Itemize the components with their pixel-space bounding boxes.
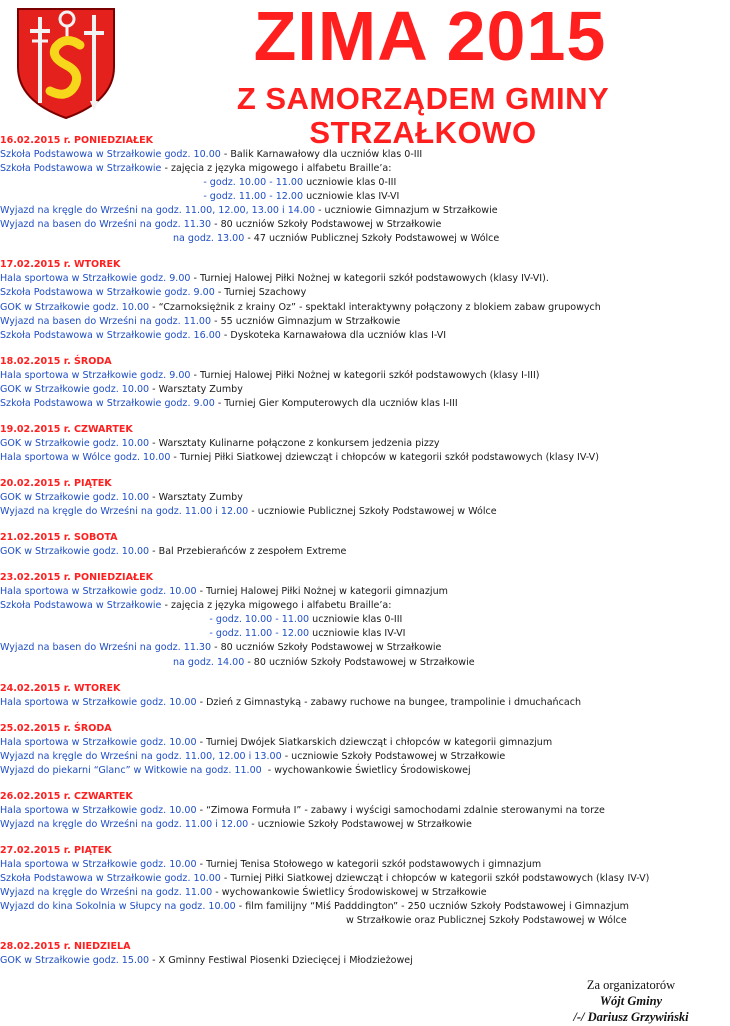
event-description: - Turniej Gier Komputerowych dla uczniów klas I-III: [214, 397, 458, 409]
event-place-time: GOK w Strzałkowie godz. 10.00: [0, 437, 150, 449]
event-place-time: Szkoła Podstawowa w Strzałkowie godz. 10.00: [0, 873, 221, 885]
event-place-time: Wyjazd na kręgle do Wrześni na godz. 11.00 i 12.00: [0, 818, 249, 830]
event-place-time: Hala sportowa w Strzałkowie godz. 10.00: [0, 586, 197, 598]
event-description: - uczniowie Szkoły Podstawowej w Strzałkowie: [248, 818, 472, 830]
event-line: [0, 190, 728, 204]
event-description: - 80 uczniów Szkoły Podstawowej w Strzałkowie: [244, 656, 475, 668]
event-description: uczniowie klas 0-III: [303, 177, 397, 189]
event-line: [0, 397, 728, 411]
event-description: - Turniej Piłki Siatkowej dziewcząt i chłopców w kategorii szkół podstawowych (klasy IV-V): [220, 873, 650, 885]
event-description: - Dyskoteka Karnawałowa dla uczniów klas I-VI: [220, 329, 447, 341]
event-line: [0, 491, 728, 505]
day-heading: 26.02.2015 r. CZWARTEK: [0, 790, 133, 802]
event-place-time: Wyjazd na basen do Wrześni na godz. 11.00: [0, 315, 212, 327]
event-place-time: Szkoła Podstawowa w Strzałkowie: [0, 600, 162, 612]
event-description: - film familijny “Miś Padddington” - 250 uczniów Szkoły Podstawowej i Gimnazjum: [235, 901, 629, 913]
coat-of-arms-emblem: [14, 5, 118, 121]
event-description: - zajęcia z języka migowego i alfabetu Braille’a:: [161, 600, 392, 612]
event-place-time: Szkoła Podstawowa w Strzałkowie: [0, 163, 162, 175]
event-description: - “Zimowa Formuła I” - zabawy i wyścigi samochodami zdalnie sterowanymi na torze: [196, 804, 605, 816]
schedule-list: [0, 134, 728, 980]
event-line: [0, 329, 728, 343]
event-place-time: Wyjazd na kręgle do Wrześni na godz. 11.00: [0, 887, 213, 899]
event-place-time: Hala sportowa w Strzałkowie godz. 9.00: [0, 369, 191, 381]
event-line: [0, 858, 728, 872]
indent-spacer: [0, 628, 209, 639]
event-place-time: GOK w Strzałkowie godz. 10.00: [0, 301, 150, 313]
event-line: [0, 369, 728, 383]
event-line: [0, 914, 728, 928]
event-description: - Bal Przebierańców z zespołem Extreme: [149, 546, 347, 558]
event-line: [0, 451, 728, 465]
day-heading: 17.02.2015 r. WTOREK: [0, 259, 121, 271]
event-description: - Turniej Halowej Piłki Nożnej w kategorii szkół podstawowych (klasy I-III): [190, 369, 540, 381]
day-heading: 20.02.2015 r. PIĄTEK: [0, 477, 112, 489]
event-place-time: Hala sportowa w Strzałkowie godz. 9.00: [0, 273, 191, 285]
event-description: - uczniowie Gimnazjum w Strzałkowie: [315, 205, 498, 217]
day-block: [0, 134, 728, 246]
event-description: - 80 uczniów Szkoły Podstawowej w Strzałkowie: [211, 642, 442, 654]
day-heading: 21.02.2015 r. SOBOTA: [0, 532, 118, 544]
event-description: - Balik Karnawałowy dla uczniów klas 0-III: [220, 149, 423, 161]
event-line: [0, 162, 728, 176]
event-line: [0, 599, 728, 613]
day-block: [0, 682, 728, 710]
day-block: [0, 790, 728, 832]
event-line: [0, 764, 728, 778]
indent-spacer: [0, 233, 173, 244]
event-line: [0, 954, 728, 968]
event-line: [0, 148, 728, 162]
event-place-time: Szkoła Podstawowa w Strzałkowie godz. 9.00: [0, 397, 215, 409]
day-heading: 24.02.2015 r. WTOREK: [0, 682, 121, 694]
indent-spacer: [0, 915, 346, 926]
event-description: w Strzałkowie oraz Publicznej Szkoły Podstawowej w Wólce: [345, 915, 627, 927]
poster-subtitle: Z SAMORZĄDEM GMINY STRZAŁKOWO: [236, 81, 610, 150]
event-description: - Turniej Halowej Piłki Nożnej w kategorii gimnazjum: [196, 586, 448, 598]
event-place-time: - godz. 11.00 - 12.00: [209, 628, 310, 640]
day-block: [0, 258, 728, 342]
event-place-time: - godz. 11.00 - 12.00: [203, 191, 304, 203]
day-heading: 23.02.2015 r. PONIEDZIAŁEK: [0, 572, 154, 584]
event-place-time: GOK w Strzałkowie godz. 10.00: [0, 546, 150, 558]
day-block: [0, 571, 728, 669]
event-place-time: na godz. 13.00: [172, 233, 245, 245]
day-block: [0, 531, 728, 559]
event-place-time: - godz. 10.00 - 11.00: [209, 614, 310, 626]
event-description: - 80 uczniów Szkoły Podstawowej w Strzałkowie: [211, 219, 442, 231]
event-line: [0, 641, 728, 655]
event-line: [0, 545, 728, 559]
event-description: - Turniej Halowej Piłki Nożnej w kategorii szkół podstawowych (klasy IV-VI).: [190, 273, 549, 285]
event-line: [0, 176, 728, 190]
event-place-time: Wyjazd na kręgle do Wrześni na godz. 11.00, 12.00, 13.00 i 14.00: [0, 205, 316, 217]
event-place-time: GOK w Strzałkowie godz. 10.00: [0, 492, 150, 504]
day-block: [0, 477, 728, 519]
event-line: [0, 872, 728, 886]
indent-spacer: [0, 191, 203, 202]
event-description: - uczniowie Szkoły Podstawowej w Strzałkowie: [281, 750, 506, 762]
event-description: - X Gminny Festiwal Piosenki Dziecięcej i Młodzieżowej: [149, 955, 413, 967]
indent-spacer: [0, 657, 173, 668]
event-line: [0, 585, 728, 599]
event-description: - Turniej Szachowy: [214, 287, 307, 299]
event-line: [0, 286, 728, 300]
event-description: - 55 uczniów Gimnazjum w Strzałkowie: [211, 315, 401, 327]
day-block: [0, 423, 728, 465]
day-heading: 25.02.2015 r. ŚRODA: [0, 722, 112, 734]
indent-spacer: [0, 177, 203, 188]
event-description: - “Czarnoksiężnik z krainy Oz” - spektakl interaktywny połączony z blokiem zabaw grupowych: [149, 301, 601, 313]
event-description: - wychowankowie Świetlicy Środowiskowej w Strzałkowie: [212, 887, 487, 899]
event-place-time: Wyjazd na kręgle do Wrześni na godz. 11.00 i 12.00: [0, 506, 249, 518]
event-line: [0, 315, 728, 329]
event-description: - Turniej Dwójek Siatkarskich dziewcząt i chłopców w kategorii gimnazjum: [196, 736, 553, 748]
event-line: [0, 218, 728, 232]
day-block: [0, 355, 728, 411]
event-place-time: Wyjazd na kręgle do Wrześni na godz. 11.00, 12.00 i 13.00: [0, 750, 282, 762]
poster-title: ZIMA 2015: [253, 0, 607, 75]
event-description: - wychowankowie Świetlicy Środowiskowej: [261, 764, 471, 776]
event-line: [0, 505, 728, 519]
event-place-time: Wyjazd do piekarni “Glanc” w Witkowie na godz. 11.00: [0, 764, 262, 776]
event-line: [0, 750, 728, 764]
day-block: [0, 940, 728, 968]
event-line: [0, 627, 728, 641]
signature-line-title: Wójt Gminy: [599, 994, 663, 1008]
event-line: [0, 232, 728, 246]
event-place-time: Hala sportowa w Strzałkowie godz. 10.00: [0, 804, 197, 816]
event-description: - Turniej Tenisa Stołowego w kategorii szkół podstawowych i gimnazjum: [196, 859, 542, 871]
event-description: - 47 uczniów Publicznej Szkoły Podstawowej w Wólce: [244, 233, 500, 245]
event-place-time: - godz. 10.00 - 11.00: [203, 177, 304, 189]
signature-block: [536, 977, 726, 1025]
event-place-time: Hala sportowa w Strzałkowie godz. 10.00: [0, 736, 197, 748]
day-heading: 16.02.2015 r. PONIEDZIAŁEK: [0, 135, 154, 146]
event-description: - Warsztaty Zumby: [149, 492, 243, 504]
event-place-time: Hala sportowa w Wólce godz. 10.00: [0, 451, 171, 463]
event-line: [0, 613, 728, 627]
event-line: [0, 656, 728, 670]
day-block: [0, 844, 728, 928]
event-line: [0, 383, 728, 397]
event-description: - Warsztaty Kulinarne połączone z konkursem jedzenia pizzy: [149, 437, 440, 449]
event-place-time: GOK w Strzałkowie godz. 10.00: [0, 383, 150, 395]
signature-line-name: /-/ Dariusz Grzywiński: [573, 1010, 689, 1024]
event-place-time: Wyjazd na basen do Wrześni na godz. 11.30: [0, 219, 212, 231]
event-description: uczniowie klas IV-VI: [309, 628, 406, 640]
event-line: [0, 437, 728, 451]
event-description: - Warsztaty Zumby: [149, 383, 243, 395]
event-description: uczniowie klas IV-VI: [303, 191, 400, 203]
day-heading: 27.02.2015 r. PIĄTEK: [0, 844, 112, 856]
day-heading: 18.02.2015 r. ŚRODA: [0, 355, 112, 367]
event-line: [0, 804, 728, 818]
event-place-time: Wyjazd do kina Sokolnia w Słupcy na godz. 10.00: [0, 901, 236, 913]
event-description: uczniowie klas 0-III: [309, 614, 403, 626]
event-description: - Turniej Piłki Siatkowej dziewcząt i chłopców w kategorii szkół podstawowych (klasy IV-V): [170, 451, 599, 463]
event-line: [0, 272, 728, 286]
event-line: [0, 736, 728, 750]
event-description: - zajęcia z języka migowego i alfabetu Braille’a:: [161, 163, 392, 175]
event-place-time: Hala sportowa w Strzałkowie godz. 10.00: [0, 859, 197, 871]
event-line: [0, 818, 728, 832]
event-line: [0, 204, 728, 218]
day-heading: 28.02.2015 r. NIEDZIELA: [0, 941, 131, 953]
event-place-time: Hala sportowa w Strzałkowie godz. 10.00: [0, 696, 197, 708]
event-place-time: Wyjazd na basen do Wrześni na godz. 11.30: [0, 642, 212, 654]
event-line: [0, 301, 728, 315]
day-block: [0, 722, 728, 778]
indent-spacer: [0, 614, 209, 625]
event-line: [0, 886, 728, 900]
event-place-time: Szkoła Podstawowa w Strzałkowie godz. 9.00: [0, 287, 215, 299]
day-heading: 19.02.2015 r. CZWARTEK: [0, 423, 133, 435]
event-description: - Dzień z Gimnastyką - zabawy ruchowe na bungee, trampolinie i dmuchańcach: [196, 696, 582, 708]
event-place-time: Szkoła Podstawowa w Strzałkowie godz. 16.00: [0, 329, 221, 341]
event-description: - uczniowie Publicznej Szkoły Podstawowej w Wólce: [248, 506, 497, 518]
event-line: [0, 900, 728, 914]
event-line: [0, 696, 728, 710]
event-place-time: GOK w Strzałkowie godz. 15.00: [0, 955, 150, 967]
event-place-time: na godz. 14.00: [172, 656, 245, 668]
event-place-time: Szkoła Podstawowa w Strzałkowie godz. 10.00: [0, 149, 221, 161]
signature-line-organizers: Za organizatorów: [586, 978, 676, 992]
